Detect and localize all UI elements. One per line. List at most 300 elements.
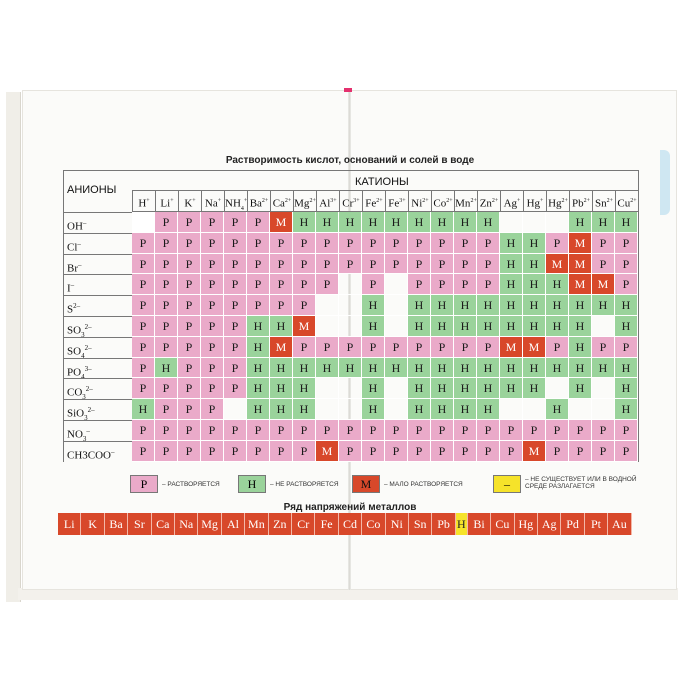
cation-header: $Mn^{2+}$: [454, 190, 477, 212]
solubility-cell: Р: [178, 399, 201, 420]
solubility-cell: Р: [293, 420, 316, 441]
solubility-cell: Н: [592, 295, 615, 316]
metal-zn: Zn: [269, 513, 292, 535]
solubility-cell: [385, 295, 408, 316]
solubility-cell: [316, 399, 339, 420]
solubility-cell: [339, 295, 362, 316]
legend-text: – НЕ РАСТВОРЯЕТСЯ: [270, 481, 339, 488]
solubility-cell: Р: [155, 441, 178, 462]
solubility-cell: Р: [385, 233, 408, 254]
solubility-cell: Р: [385, 420, 408, 441]
solubility-cell: Н: [615, 378, 638, 399]
legend-text: – РАСТВОРЯЕТСЯ: [162, 481, 220, 488]
solubility-cell: Н: [477, 358, 500, 379]
solubility-cell: [339, 399, 362, 420]
solubility-cell: Н: [615, 295, 638, 316]
solubility-cell: М: [523, 337, 546, 358]
solubility-cell: Н: [339, 358, 362, 379]
solubility-cell: Н: [270, 316, 293, 337]
solubility-cell: Р: [454, 254, 477, 275]
metal-hg: Hg: [515, 513, 538, 535]
solubility-cell: Н: [454, 212, 477, 233]
solubility-cell: М: [270, 212, 293, 233]
solubility-cell: Р: [178, 337, 201, 358]
solubility-cell: Р: [339, 233, 362, 254]
solubility-cell: Р: [362, 420, 385, 441]
solubility-cell: Н: [454, 358, 477, 379]
solubility-cell: Р: [477, 274, 500, 295]
metal-ag: Ag: [538, 513, 561, 535]
solubility-cell: Н: [546, 274, 569, 295]
anion-label: $S^{2-}$: [63, 295, 132, 316]
solubility-cell: Р: [362, 441, 385, 462]
solubility-cell: Р: [178, 420, 201, 441]
solubility-cell: Н: [523, 358, 546, 379]
solubility-cell: Н: [500, 378, 523, 399]
solubility-cell: Р: [178, 254, 201, 275]
solubility-cell: Р: [477, 441, 500, 462]
table-title: Растворимость кислот, оснований и солей в воде: [225, 155, 475, 166]
solubility-cell: Н: [523, 295, 546, 316]
solubility-cell: Р: [385, 254, 408, 275]
solubility-cell: Р: [178, 295, 201, 316]
solubility-cell: Н: [247, 337, 270, 358]
solubility-cell: Р: [293, 295, 316, 316]
solubility-cell: Р: [201, 378, 224, 399]
solubility-cell: [592, 378, 615, 399]
solubility-cell: Р: [270, 420, 293, 441]
solubility-cell: Н: [247, 378, 270, 399]
legend-text: – НЕ СУЩЕСТВУЕТ ИЛИ В ВОДНОЙ СРЕДЕ РАЗЛАГАЕТСЯ: [525, 476, 637, 490]
solubility-cell: Р: [615, 441, 638, 462]
solubility-cell: Н: [362, 316, 385, 337]
solubility-cell: Р: [362, 254, 385, 275]
solubility-cell: Р: [408, 254, 431, 275]
cation-header: $Ni^{2+}$: [408, 190, 431, 212]
solubility-cell: Н: [155, 358, 178, 379]
solubility-cell: Н: [408, 295, 431, 316]
bookmark-ribbon: [344, 88, 352, 92]
solubility-cell: М: [500, 337, 523, 358]
solubility-cell: Н: [408, 358, 431, 379]
solubility-cell: Р: [201, 212, 224, 233]
solubility-cell: Н: [431, 316, 454, 337]
solubility-cell: Н: [362, 378, 385, 399]
solubility-cell: Р: [339, 254, 362, 275]
solubility-cell: Н: [293, 212, 316, 233]
cation-header: $Co^{2+}$: [431, 190, 454, 212]
solubility-cell: Р: [454, 441, 477, 462]
solubility-cell: Н: [247, 316, 270, 337]
metal-cr: Cr: [292, 513, 315, 535]
solubility-cell: Р: [454, 420, 477, 441]
solubility-cell: Р: [385, 441, 408, 462]
solubility-cell: Р: [592, 233, 615, 254]
solubility-cell: [385, 316, 408, 337]
anion-label: CH3COO–: [63, 441, 132, 462]
legend-swatch-n: Н: [238, 475, 266, 493]
solubility-cell: Р: [178, 441, 201, 462]
solubility-cell: Р: [362, 337, 385, 358]
cation-header: $Fe^{2+}$: [362, 190, 385, 212]
solubility-cell: Р: [431, 441, 454, 462]
solubility-cell: Р: [316, 274, 339, 295]
solubility-cell: Р: [569, 420, 592, 441]
cation-header: $Cu^{2+}$: [615, 190, 638, 212]
solubility-cell: Р: [132, 337, 155, 358]
anion-label: OH–: [63, 212, 132, 233]
solubility-cell: Н: [385, 358, 408, 379]
solubility-cell: Н: [592, 212, 615, 233]
solubility-cell: Н: [569, 316, 592, 337]
solubility-cell: Р: [224, 337, 247, 358]
solubility-cell: Р: [477, 420, 500, 441]
solubility-cell: Р: [592, 441, 615, 462]
solubility-cell: Р: [270, 295, 293, 316]
solubility-cell: Р: [592, 254, 615, 275]
solubility-cell: Н: [615, 358, 638, 379]
solubility-cell: Н: [523, 378, 546, 399]
solubility-cell: [224, 399, 247, 420]
legend-swatch-d: –: [493, 475, 521, 493]
solubility-cell: Р: [270, 254, 293, 275]
cation-header: $Fe^{3+}$: [385, 190, 408, 212]
solubility-cell: Н: [270, 399, 293, 420]
anion-label: $SO_4^{2-}$: [63, 337, 132, 358]
anion-label: Cl–: [63, 233, 132, 254]
solubility-cell: Н: [500, 254, 523, 275]
book-left-edge: [6, 92, 21, 602]
solubility-cell: Р: [454, 337, 477, 358]
solubility-cell: Р: [201, 233, 224, 254]
solubility-cell: [316, 316, 339, 337]
solubility-cell: Н: [615, 399, 638, 420]
metal-co: Co: [362, 513, 385, 535]
solubility-cell: Р: [569, 441, 592, 462]
solubility-cell: Р: [132, 358, 155, 379]
solubility-cell: Н: [615, 316, 638, 337]
solubility-cell: Н: [385, 212, 408, 233]
solubility-cell: Н: [454, 378, 477, 399]
solubility-cell: [500, 399, 523, 420]
solubility-cell: Н: [592, 358, 615, 379]
solubility-cell: Р: [155, 337, 178, 358]
solubility-cell: Р: [431, 233, 454, 254]
solubility-cell: Н: [408, 378, 431, 399]
solubility-cell: [546, 212, 569, 233]
solubility-cell: Р: [339, 337, 362, 358]
solubility-cell: Н: [500, 358, 523, 379]
metal-h: H: [456, 513, 468, 535]
solubility-cell: Р: [431, 337, 454, 358]
solubility-cell: Р: [293, 254, 316, 275]
metal-pd: Pd: [561, 513, 584, 535]
solubility-cell: Р: [155, 233, 178, 254]
solubility-cell: Н: [431, 295, 454, 316]
solubility-cell: Р: [615, 274, 638, 295]
cation-header: K+: [178, 190, 201, 212]
solubility-cell: Р: [201, 399, 224, 420]
solubility-cell: Р: [523, 420, 546, 441]
metal-ba: Ba: [105, 513, 128, 535]
solubility-cell: Н: [431, 212, 454, 233]
solubility-cell: Р: [592, 337, 615, 358]
solubility-cell: Р: [431, 254, 454, 275]
metal-na: Na: [175, 513, 198, 535]
solubility-cell: Н: [569, 358, 592, 379]
solubility-cell: Р: [293, 441, 316, 462]
cation-header: $Ba^{2+}$: [247, 190, 270, 212]
solubility-cell: Н: [408, 212, 431, 233]
solubility-cell: [339, 378, 362, 399]
solubility-cell: Р: [201, 274, 224, 295]
solubility-cell: Н: [500, 274, 523, 295]
solubility-cell: Р: [224, 233, 247, 254]
cation-header: $Sn^{2+}$: [592, 190, 615, 212]
solubility-cell: Р: [339, 441, 362, 462]
solubility-cell: Р: [247, 295, 270, 316]
solubility-cell: Н: [454, 316, 477, 337]
metal-au: Au: [608, 513, 631, 535]
solubility-cell: М: [270, 337, 293, 358]
metal-sn: Sn: [409, 513, 432, 535]
solubility-cell: Р: [316, 233, 339, 254]
solubility-cell: [339, 316, 362, 337]
metal-al: Al: [222, 513, 245, 535]
solubility-cell: Р: [201, 441, 224, 462]
solubility-cell: Р: [500, 420, 523, 441]
solubility-cell: Р: [178, 358, 201, 379]
solubility-cell: Н: [546, 316, 569, 337]
metal-cu: Cu: [491, 513, 514, 535]
solubility-cell: [546, 378, 569, 399]
metal-sr: Sr: [128, 513, 151, 535]
solubility-cell: Р: [155, 316, 178, 337]
solubility-cell: Н: [523, 233, 546, 254]
solubility-cell: Н: [362, 295, 385, 316]
solubility-cell: Р: [615, 233, 638, 254]
cation-header: $Zn^{2+}$: [477, 190, 500, 212]
solubility-cell: Р: [178, 233, 201, 254]
solubility-cell: [339, 274, 362, 295]
solubility-cell: М: [523, 441, 546, 462]
anions-header: АНИОНЫ: [67, 184, 117, 196]
solubility-cell: Н: [293, 358, 316, 379]
solubility-cell: Р: [201, 337, 224, 358]
solubility-cell: Р: [178, 274, 201, 295]
solubility-cell: Р: [155, 399, 178, 420]
solubility-cell: Н: [477, 399, 500, 420]
metal-fe: Fe: [315, 513, 338, 535]
anion-label: I–: [63, 274, 132, 295]
solubility-cell: Р: [477, 254, 500, 275]
solubility-cell: [592, 316, 615, 337]
solubility-cell: Р: [224, 295, 247, 316]
cation-header: Hg+: [523, 190, 546, 212]
solubility-cell: Р: [431, 420, 454, 441]
solubility-cell: Р: [247, 212, 270, 233]
solubility-cell: Н: [615, 212, 638, 233]
metal-cd: Cd: [339, 513, 362, 535]
metal-ni: Ni: [386, 513, 409, 535]
solubility-cell: Н: [523, 316, 546, 337]
solubility-cell: Н: [362, 399, 385, 420]
solubility-cell: Р: [454, 233, 477, 254]
solubility-cell: Н: [523, 274, 546, 295]
solubility-cell: [523, 212, 546, 233]
solubility-cell: Р: [408, 441, 431, 462]
solubility-cell: [316, 295, 339, 316]
metal-mg: Mg: [198, 513, 221, 535]
solubility-cell: М: [592, 274, 615, 295]
solubility-cell: Р: [224, 316, 247, 337]
cation-header: H+: [132, 190, 155, 212]
solubility-cell: Н: [293, 399, 316, 420]
anion-label: $PO_4^{3-}$: [63, 358, 132, 379]
solubility-cell: [385, 399, 408, 420]
solubility-cell: Р: [247, 254, 270, 275]
solubility-cell: Р: [201, 316, 224, 337]
solubility-cell: Р: [316, 420, 339, 441]
solubility-cell: Н: [316, 212, 339, 233]
solubility-cell: Н: [431, 358, 454, 379]
solubility-cell: Р: [615, 254, 638, 275]
solubility-cell: Р: [293, 337, 316, 358]
solubility-cell: Н: [546, 295, 569, 316]
anion-label: $SO_3^{2-}$: [63, 316, 132, 337]
cation-header: $Ca^{2+}$: [270, 190, 293, 212]
solubility-cell: [385, 274, 408, 295]
cation-header: Ag+: [500, 190, 523, 212]
solubility-cell: Р: [132, 420, 155, 441]
solubility-cell: Н: [546, 399, 569, 420]
solubility-cell: Н: [477, 316, 500, 337]
solubility-cell: Р: [293, 233, 316, 254]
legend-swatch-m: М: [352, 475, 380, 493]
solubility-cell: Р: [224, 274, 247, 295]
solubility-cell: Р: [362, 233, 385, 254]
solubility-cell: Р: [316, 337, 339, 358]
solubility-cell: Н: [569, 295, 592, 316]
anion-label: $NO_3^-$: [63, 420, 132, 441]
metal-k: K: [81, 513, 104, 535]
solubility-cell: Н: [454, 399, 477, 420]
solubility-cell: М: [569, 274, 592, 295]
metal-mn: Mn: [245, 513, 268, 535]
solubility-cell: Н: [431, 378, 454, 399]
solubility-cell: Р: [155, 212, 178, 233]
solubility-cell: Р: [155, 378, 178, 399]
solubility-cell: Н: [362, 358, 385, 379]
solubility-cell: Н: [362, 212, 385, 233]
solubility-cell: Р: [132, 295, 155, 316]
solubility-cell: Р: [546, 420, 569, 441]
solubility-cell: Р: [362, 274, 385, 295]
cation-header: $NH_4^+$: [224, 190, 247, 212]
anion-label: $CO_3^{2-}$: [63, 378, 132, 399]
solubility-cell: Н: [477, 212, 500, 233]
cation-header: Li+: [155, 190, 178, 212]
solubility-cell: [316, 378, 339, 399]
solubility-cell: Р: [224, 441, 247, 462]
solubility-cell: Н: [339, 212, 362, 233]
solubility-cell: Р: [132, 233, 155, 254]
solubility-cell: Р: [270, 274, 293, 295]
anion-label: SiO$_3^{2-}$: [63, 399, 132, 420]
legend-text: – МАЛО РАСТВОРЯЕТСЯ: [384, 481, 463, 488]
cation-header: $Cr^{3+}$: [339, 190, 362, 212]
solubility-cell: Н: [569, 212, 592, 233]
solubility-cell: Н: [408, 316, 431, 337]
solubility-cell: Р: [339, 420, 362, 441]
solubility-cell: Р: [431, 274, 454, 295]
solubility-cell: М: [569, 254, 592, 275]
metal-bi: Bi: [468, 513, 491, 535]
solubility-cell: Р: [224, 378, 247, 399]
solubility-cell: Н: [247, 399, 270, 420]
solubility-cell: [523, 399, 546, 420]
solubility-cell: Р: [247, 441, 270, 462]
solubility-cell: Н: [569, 337, 592, 358]
solubility-cell: Р: [224, 420, 247, 441]
cation-header: $Mg^{2+}$: [293, 190, 316, 212]
solubility-cell: Р: [132, 254, 155, 275]
solubility-cell: Р: [546, 337, 569, 358]
series-title: Ряд напряжений металлов: [283, 502, 417, 513]
cation-header: Na+: [201, 190, 224, 212]
solubility-cell: Р: [201, 358, 224, 379]
solubility-cell: Р: [132, 274, 155, 295]
solubility-cell: Н: [500, 233, 523, 254]
solubility-cell: Р: [408, 233, 431, 254]
solubility-cell: Р: [500, 441, 523, 462]
metal-pb: Pb: [432, 513, 455, 535]
solubility-cell: Н: [270, 378, 293, 399]
solubility-cell: Р: [408, 337, 431, 358]
solubility-cell: Р: [316, 254, 339, 275]
solubility-cell: Р: [178, 378, 201, 399]
legend-swatch-p: Р: [130, 475, 158, 493]
solubility-cell: Р: [615, 420, 638, 441]
solubility-cell: Р: [201, 295, 224, 316]
solubility-cell: Н: [500, 295, 523, 316]
solubility-cell: Р: [201, 420, 224, 441]
solubility-cell: Н: [569, 378, 592, 399]
solubility-cell: Н: [431, 399, 454, 420]
cation-header: $Pb^{2+}$: [569, 190, 592, 212]
solubility-cell: Н: [247, 358, 270, 379]
table-frame-line: [638, 170, 639, 462]
anion-label: Br–: [63, 254, 132, 275]
solubility-cell: М: [546, 254, 569, 275]
solubility-cell: Р: [132, 316, 155, 337]
solubility-cell: Н: [293, 378, 316, 399]
metal-li: Li: [58, 513, 81, 535]
table-frame-line: [63, 170, 638, 171]
solubility-cell: М: [569, 233, 592, 254]
solubility-cell: [132, 212, 155, 233]
solubility-cell: Р: [477, 337, 500, 358]
solubility-cell: Р: [224, 254, 247, 275]
solubility-cell: Н: [408, 399, 431, 420]
solubility-cell: Р: [408, 420, 431, 441]
solubility-cell: Н: [454, 295, 477, 316]
solubility-cell: Н: [477, 378, 500, 399]
solubility-cell: Н: [546, 358, 569, 379]
solubility-cell: Р: [454, 274, 477, 295]
solubility-cell: Р: [224, 358, 247, 379]
cations-header: КАТИОНЫ: [355, 176, 409, 188]
